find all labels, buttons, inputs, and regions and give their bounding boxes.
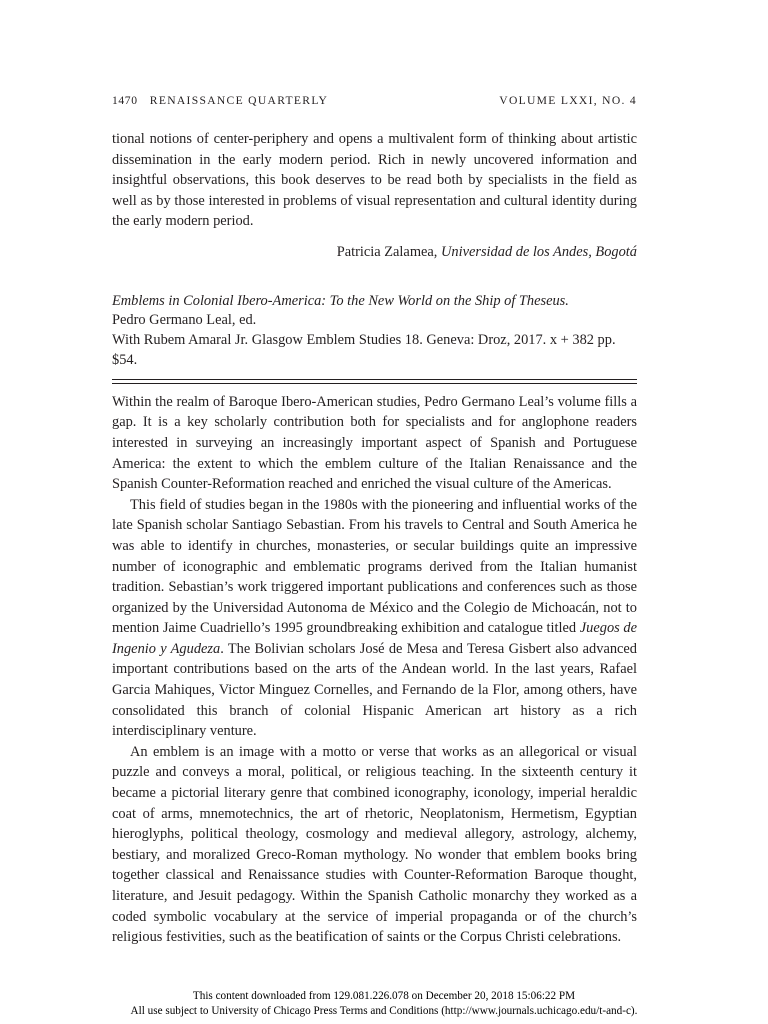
review-paragraph-3: An emblem is an image with a motto or verse that works as an allegorical or visual puzzle and conveys a moral, political, or religious teaching. In the sixteenth century it became a pictorial literary genre that combined iconography, iconology, imperial heraldic coat of arms, mnemotechnics, the art of rhetoric, Neoplatonism, Hermetism, Egyptian hieroglyphs, political theology, cosmology and medieval allegory, astrology, alchemy, bestiary, and moralized Greco-Roman mythology. No wonder that emblem books bring together classical and Renaissance studies with Counter-Reformation Baroque thought, literature, and Jesuit pedagogy. Within the Spanish Catholic monarchy they worked as a coded symbolic vocabulary at the service of imperial propaganda or of the church’s religious festivities, such as the beatification of saints or the Corpus Christi celebrations.	[112, 743, 637, 946]
running-head	[112, 94, 637, 107]
terms-notice: All use subject to University of Chicago Press Terms and Conditions (http://www.journals.uchicago.edu/t-and-c).	[130, 1005, 638, 1017]
reviewer-signature	[112, 242, 637, 263]
publication-details: With Rubem Amaral Jr. Glasgow Emblem Studies 18. Geneva: Droz, 2017. x + 382 pp. $54.	[112, 332, 616, 368]
volume-info: VOLUME LXXI, NO. 4	[499, 94, 637, 107]
journal-title: RENAISSANCE QUARTERLY	[149, 94, 329, 107]
running-head-left	[112, 94, 328, 107]
review-paragraph-2	[112, 495, 637, 742]
review-heading	[112, 292, 637, 371]
download-notice: This content downloaded from 129.081.226.078 on December 20, 2018 15:06:22 PM	[192, 990, 576, 1002]
review-paragraph-1: Within the realm of Baroque Ibero-American studies, Pedro Germano Leal’s volume fills a gap. It is a key scholarly contribution both for specialists and for anglophone readers interested in surveying an increasingly important aspect of Spanish and Portuguese America: the extent to which the emblem culture of the Italian Renaissance and the Spanish Counter-Reformation reached and enriched the visual culture of the Americas.	[112, 393, 637, 493]
book-editor: Pedro Germano Leal, ed.	[112, 312, 257, 329]
reviewer-name: Patricia Zalamea,	[336, 243, 438, 260]
paragraph-2-text-end: . The Bolivian scholars José de Mesa and Teresa Gisbert also advanced important contributions based on the arts of the Andean world. In the last years, Rafael Garcia Mahiques, Victor Minguez Cornelles, and Fernando de la Flor, among others, have consolidated this branch of colonial Hispanic American art history as a rich interdisciplinary venture.	[112, 640, 638, 740]
double-rule-divider	[112, 379, 637, 384]
reviewer-affiliation: Universidad de los Andes, Bogotá	[441, 243, 637, 260]
page-number: 1470	[112, 94, 138, 107]
paragraph-2-text-start: This field of studies began in the 1980s with the pioneering and influential works of the late Spanish scholar Santiago Sebastian. From his travels to Central and South America he was able to identify in churches, monasteries, or secular buildings quite an impressive number of iconographic and emblematic programs derived from the Italian humanist tradition. Sebastian’s work triggered important publications and conferences such as those organized by the Universidad Autonoma de México and the Colegio de Michoacán, not to mention Jaime Cuadriello’s 1995 groundbreaking exhibition and catalogue titled	[112, 496, 637, 637]
journal-page	[112, 94, 637, 948]
catalogue-title: Juegos de Ingenio y Agudeza	[112, 620, 637, 657]
previous-review-closing-paragraph: tional notions of center-periphery and opens a multivalent form of thinking about artistic dissemination in the early modern period. Rich in newly uncovered information and insightful observations, this book deserves to be read both by specialists in the field as well as by those interested in problems of visual representation and cultural identity during the early modern period.	[112, 131, 637, 230]
book-title: Emblems in Colonial Ibero-America: To the New World on the Ship of Theseus.	[112, 292, 569, 309]
download-footer	[0, 989, 768, 1019]
